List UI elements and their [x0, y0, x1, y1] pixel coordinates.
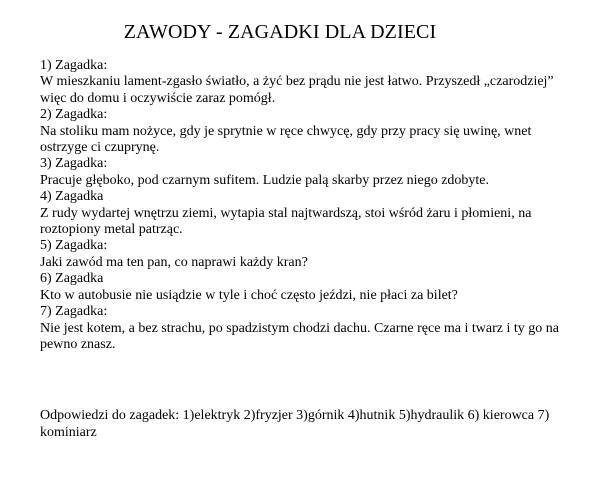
riddle-5 [40, 238, 580, 271]
riddle-heading: 7) Zagadka: [40, 304, 108, 320]
riddle-text: Z rudy wydartej wnętrzu ziemi, wytapia stal najtwardszą, stoi wśród żaru i płomieni, na roztopiony metal patrząc. [40, 205, 532, 238]
riddle-heading: 5) Zagadka: [40, 238, 108, 254]
riddle-4 [40, 189, 580, 238]
answers-paragraph: Odpowiedzi do zagadek: 1)elektryk 2)fryzjer 3)górnik 4)hutnik 5)hydraulik 6) kierowca 7) kominiarz [40, 408, 550, 440]
riddle-heading: 4) Zagadka [40, 189, 104, 205]
riddle-text: Nie jest kotem, a bez strachu, po spadzistym chodzi dachu. Czarne ręce ma i twarz i ty go na pewno znasz. [40, 320, 559, 352]
riddle-7 [40, 304, 580, 353]
riddle-text: Pracuje głęboko, pod czarnym sufitem. Ludzie palą skarby przez niego zdobyte. [40, 172, 490, 188]
riddle-text: Jaki zawód ma ten pan, co naprawi każdy kran? [40, 254, 308, 270]
riddle-2 [40, 107, 580, 156]
page-title: ZAWODY - ZAGADKI DLA DZIECI [123, 21, 437, 43]
riddle-text: Na stoliku mam nożyce, gdy je sprytnie w ręce chwycę, gdy przy pracy się uwinę, wnet ostrzyge ci czuprynę. [40, 123, 532, 156]
riddle-heading: 2) Zagadka: [40, 107, 108, 123]
riddle-3 [40, 156, 580, 189]
riddle-text: Kto w autobusie nie usiądzie w tyle i choć często jeździ, nie płaci za bilet? [40, 287, 458, 303]
riddle-list [40, 58, 580, 353]
riddle-heading: 3) Zagadka: [40, 156, 108, 172]
riddle-6 [40, 271, 580, 304]
riddle-heading: 6) Zagadka [40, 271, 104, 287]
riddle-text: W mieszkaniu lament-zgasło światło, a żyć bez prądu nie jest łatwo. Przyszedł „czarodziej” więc do domu i oczywiście zaraz pomógł. [40, 74, 554, 106]
riddle-1 [40, 58, 580, 107]
riddle-heading: 1) Zagadka: [40, 58, 108, 73]
